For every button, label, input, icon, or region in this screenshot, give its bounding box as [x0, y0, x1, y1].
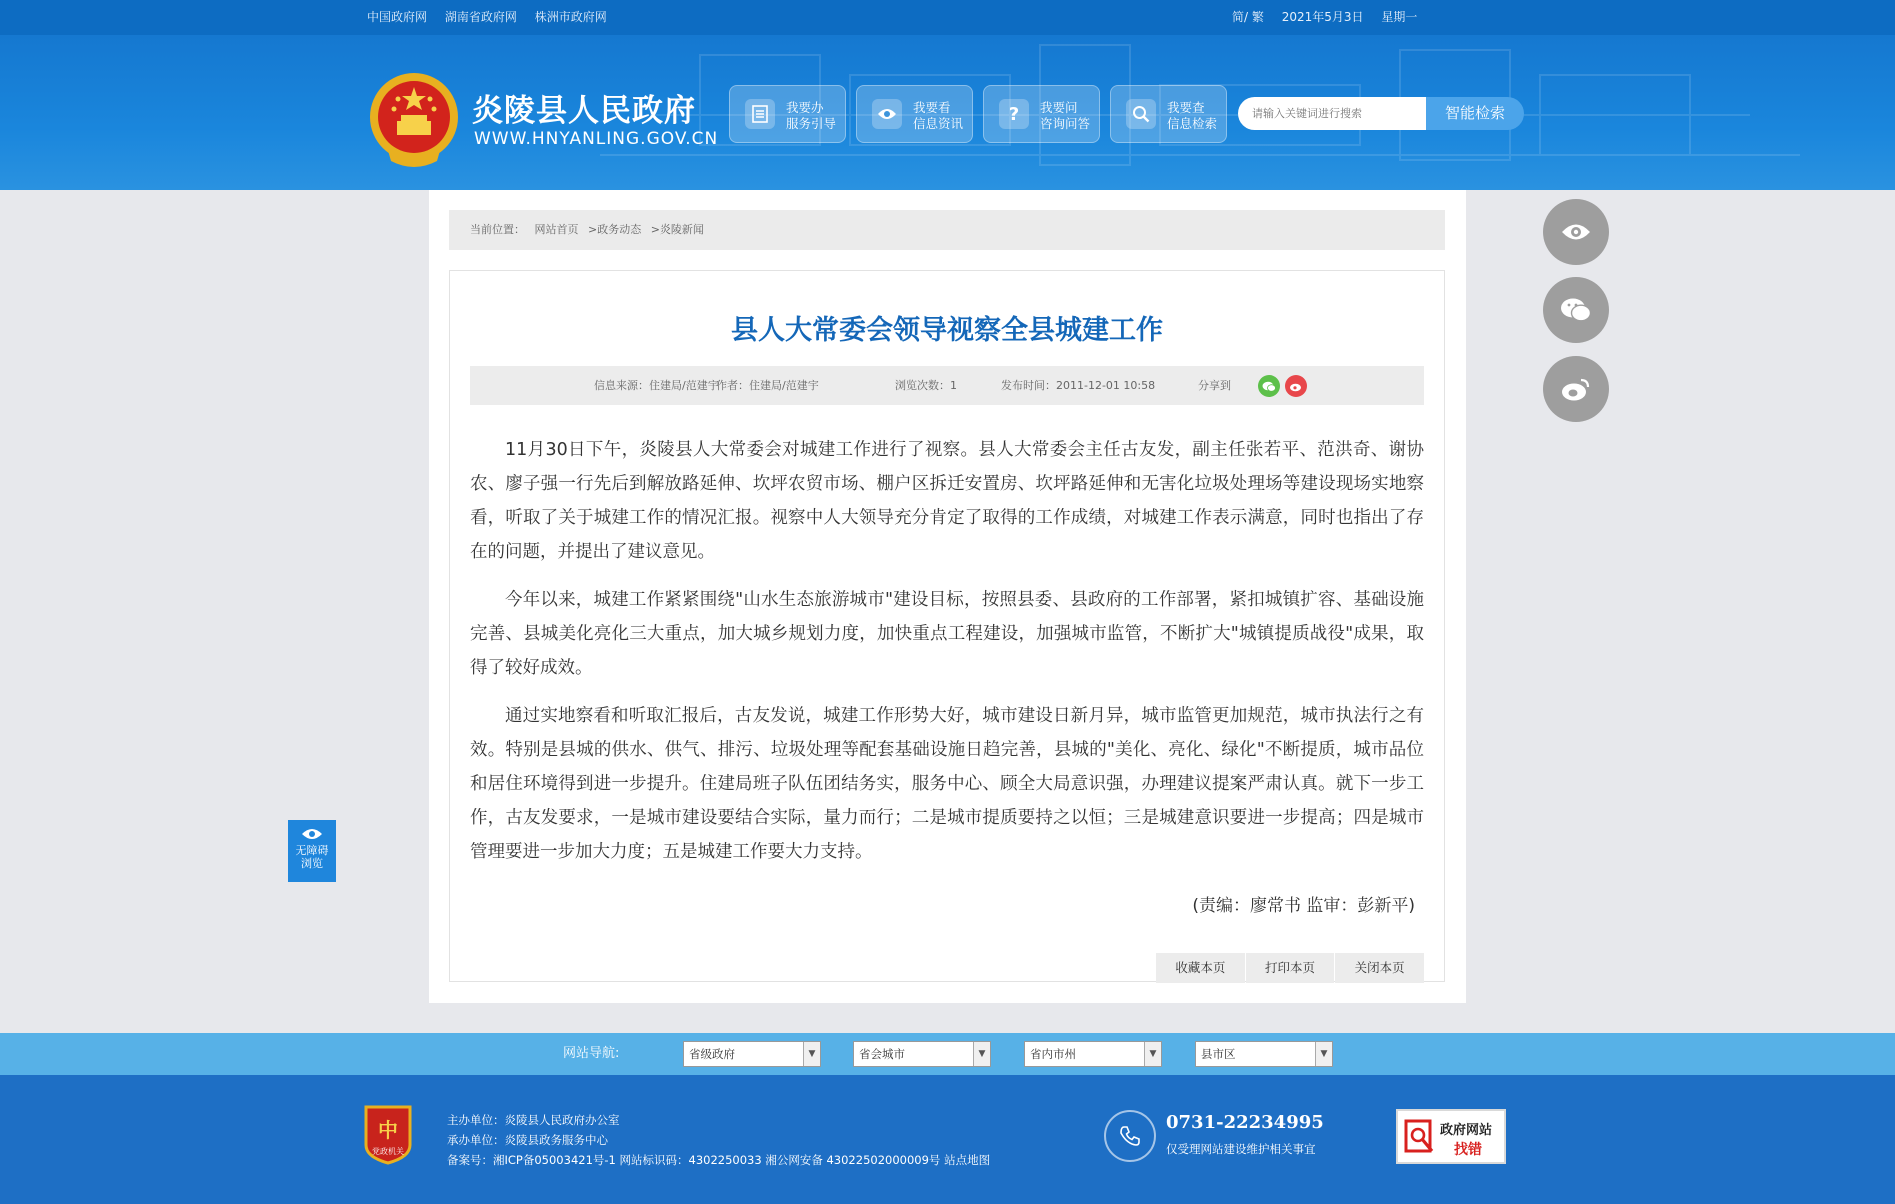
article — [449, 270, 1445, 982]
chevron-down-icon: ▼ — [803, 1042, 820, 1066]
link-hunan-gov[interactable]: 湖南省政府网 — [444, 10, 517, 24]
error-report-line1: 政府网站 — [1440, 1123, 1493, 1138]
float-weibo-button[interactable] — [1543, 356, 1609, 422]
wechat-share-icon[interactable] — [1258, 375, 1280, 397]
svg-text:中: 中 — [378, 1118, 398, 1142]
wechat-icon — [1560, 297, 1592, 323]
link-central-gov[interactable]: 中国政府网 — [367, 10, 428, 24]
info-search-line2: 信息检索 — [1167, 116, 1218, 131]
footer-record: 备案号：湘ICP备05003421号-1 网站标识码：4302250033 湘公网安备 43022502000009号 站点地图 — [447, 1153, 991, 1167]
magnifier-icon — [1404, 1119, 1436, 1157]
meta-published: 发布时间：2011-12-01 10:58 — [1001, 379, 1156, 392]
site-nav-label: 网站导航: — [563, 1046, 620, 1061]
info-search-line1: 我要查 — [1167, 100, 1205, 115]
smart-search-button[interactable]: 智能检索 — [1426, 97, 1524, 130]
breadcrumb-yanling-news[interactable]: >炎陵新闻 — [650, 223, 704, 236]
province-city-select-value: 省内市州 — [1030, 1047, 1076, 1061]
site-name: 炎陵县人民政府 — [472, 93, 696, 129]
weibo-share-icon[interactable] — [1285, 375, 1307, 397]
accessibility-browse-button[interactable] — [288, 820, 336, 882]
document-icon — [745, 99, 775, 129]
print-page-button[interactable]: 打印本页 — [1246, 953, 1335, 983]
party-gov-badge-icon[interactable] — [362, 1105, 414, 1165]
footer-organizer: 承办单位：炎陵县政务服务中心 — [447, 1133, 608, 1147]
article-meta — [470, 366, 1424, 405]
province-city-select[interactable] — [1024, 1041, 1162, 1067]
capital-city-select-value: 省会城市 — [859, 1047, 905, 1061]
gov-links — [367, 0, 621, 35]
accessibility-line1: 无障碍 — [295, 844, 329, 857]
breadcrumb — [449, 210, 1445, 250]
article-body — [470, 433, 1424, 883]
provincial-gov-select-value: 省级政府 — [689, 1047, 735, 1061]
bookmark-page-button[interactable]: 收藏本页 — [1156, 953, 1245, 983]
site-url: WWW.HNYANLING.GOV.CN — [474, 129, 719, 149]
contact-phone: 0731-22234995 — [1166, 1112, 1324, 1133]
site-footer — [0, 1075, 1895, 1204]
chevron-down-icon: ▼ — [1315, 1042, 1332, 1066]
chevron-down-icon: ▼ — [973, 1042, 990, 1066]
consult-qa-button[interactable] — [983, 85, 1100, 143]
meta-author: 作者：住建局/范建宇 — [716, 379, 819, 392]
question-icon: ? — [999, 99, 1029, 129]
article-paragraph: 今年以来，城建工作紧紧围绕"山水生态旅游城市"建设目标，按照县委、县政府的工作部署，紧扣城镇扩容、基础设施完善、县城美化亮化三大重点，加大城乡规划力度，加快重点工程建设，加强城市监管，不断扩大"城镇提质战役"成果，取得了较好成效。 — [470, 590, 1424, 678]
footer-host: 主办单位：炎陵县人民政府办公室 — [447, 1113, 620, 1127]
article-actions — [1155, 953, 1424, 983]
county-select-value: 县市区 — [1201, 1047, 1236, 1061]
link-zhuzhou-gov[interactable]: 株洲市政府网 — [534, 10, 607, 24]
eye-icon — [301, 827, 323, 841]
gov-site-error-report-button[interactable] — [1396, 1109, 1506, 1164]
provincial-gov-select[interactable] — [683, 1041, 821, 1067]
badge-text: 党政机关 — [372, 1147, 404, 1156]
site-header — [0, 35, 1895, 190]
contact-phone-note: 仅受理网站建设维护相关事宜 — [1166, 1142, 1316, 1156]
national-emblem-icon — [367, 69, 462, 173]
breadcrumb-home[interactable]: 网站首页 — [534, 223, 579, 236]
search-input[interactable] — [1238, 97, 1426, 130]
service-guide-line2: 服务引导 — [786, 116, 837, 131]
footer-info — [447, 1110, 990, 1170]
info-news-line2: 信息资讯 — [913, 116, 964, 131]
breadcrumb-gov-news[interactable]: >政务动态 — [588, 223, 642, 236]
main-content — [429, 190, 1466, 1003]
top-right-info — [1232, 0, 1431, 35]
chevron-down-icon: ▼ — [1144, 1042, 1161, 1066]
site-nav-bar — [0, 1033, 1895, 1075]
current-date: 2021年5月3日 — [1281, 10, 1364, 24]
capital-city-select[interactable] — [853, 1041, 991, 1067]
meta-source: 信息来源：住建局/范建宇 — [594, 379, 719, 392]
close-page-button[interactable]: 关闭本页 — [1335, 953, 1424, 983]
top-bar — [0, 0, 1895, 35]
float-wechat-button[interactable] — [1543, 277, 1609, 343]
service-guide-line1: 我要办 — [786, 100, 824, 115]
info-news-line1: 我要看 — [913, 100, 951, 115]
float-eye-button[interactable] — [1543, 199, 1609, 265]
language-toggle[interactable]: 简/ 繁 — [1232, 10, 1264, 24]
meta-views: 浏览次数：1 — [895, 379, 957, 392]
phone-icon — [1104, 1110, 1156, 1162]
consult-qa-line1: 我要问 — [1040, 100, 1078, 115]
error-report-line2: 找错 — [1454, 1142, 1482, 1158]
accessibility-line2: 浏览 — [301, 857, 323, 870]
eye-icon — [1561, 222, 1591, 242]
article-paragraph: 通过实地察看和听取汇报后，古友发说，城建工作形势大好，城市建设日新月异，城市监管更加规范，城市执法行之有效。特别是县城的供水、供气、排污、垃圾处理等配套基础设施日趋完善，县城的"美化、亮化、绿化"不断提质，城市品位和居住环境得到进一步提升。住建局班子队伍团结务实，服务中心、顾全大局意识强，办理建议提案严肃认真。就下一步工作，古友发要求，一是城市建设要结合实际，量力而行；二是城市提质要持之以恒；三是城建意识要进一步提高；四是城市管理要进一步加大力度；五是城建工作要大力支持。 — [470, 706, 1424, 862]
county-select[interactable] — [1195, 1041, 1333, 1067]
article-paragraph: 11月30日下午，炎陵县人大常委会对城建工作进行了视察。县人大常委会主任古友发，副主任张若平、范洪奇、谢协农、廖子强一行先后到解放路延伸、坎坪农贸市场、棚户区拆迁安置房、坎坪路延伸和无害化垃圾处理场等建设现场实地察看，听取了关于城建工作的情况汇报。视察中人大领导充分肯定了取得的工作成绩，对城建工作表示满意，同时也指出了存在的问题，并提出了建议意见。 — [470, 440, 1424, 562]
current-weekday: 星期一 — [1381, 10, 1418, 24]
info-search-button[interactable] — [1110, 85, 1227, 143]
article-editor: (责编：廖常书 监审：彭新平) — [1192, 896, 1415, 916]
service-guide-button[interactable] — [729, 85, 846, 143]
search-icon — [1126, 99, 1156, 129]
consult-qa-line2: 咨询问答 — [1040, 116, 1091, 131]
share-label: 分享到 — [1198, 379, 1231, 392]
article-title: 县人大常委会领导视察全县城建工作 — [731, 315, 1163, 346]
info-news-button[interactable] — [856, 85, 973, 143]
breadcrumb-label: 当前位置： — [470, 223, 525, 236]
eye-icon — [872, 99, 902, 129]
weibo-icon — [1561, 376, 1591, 402]
